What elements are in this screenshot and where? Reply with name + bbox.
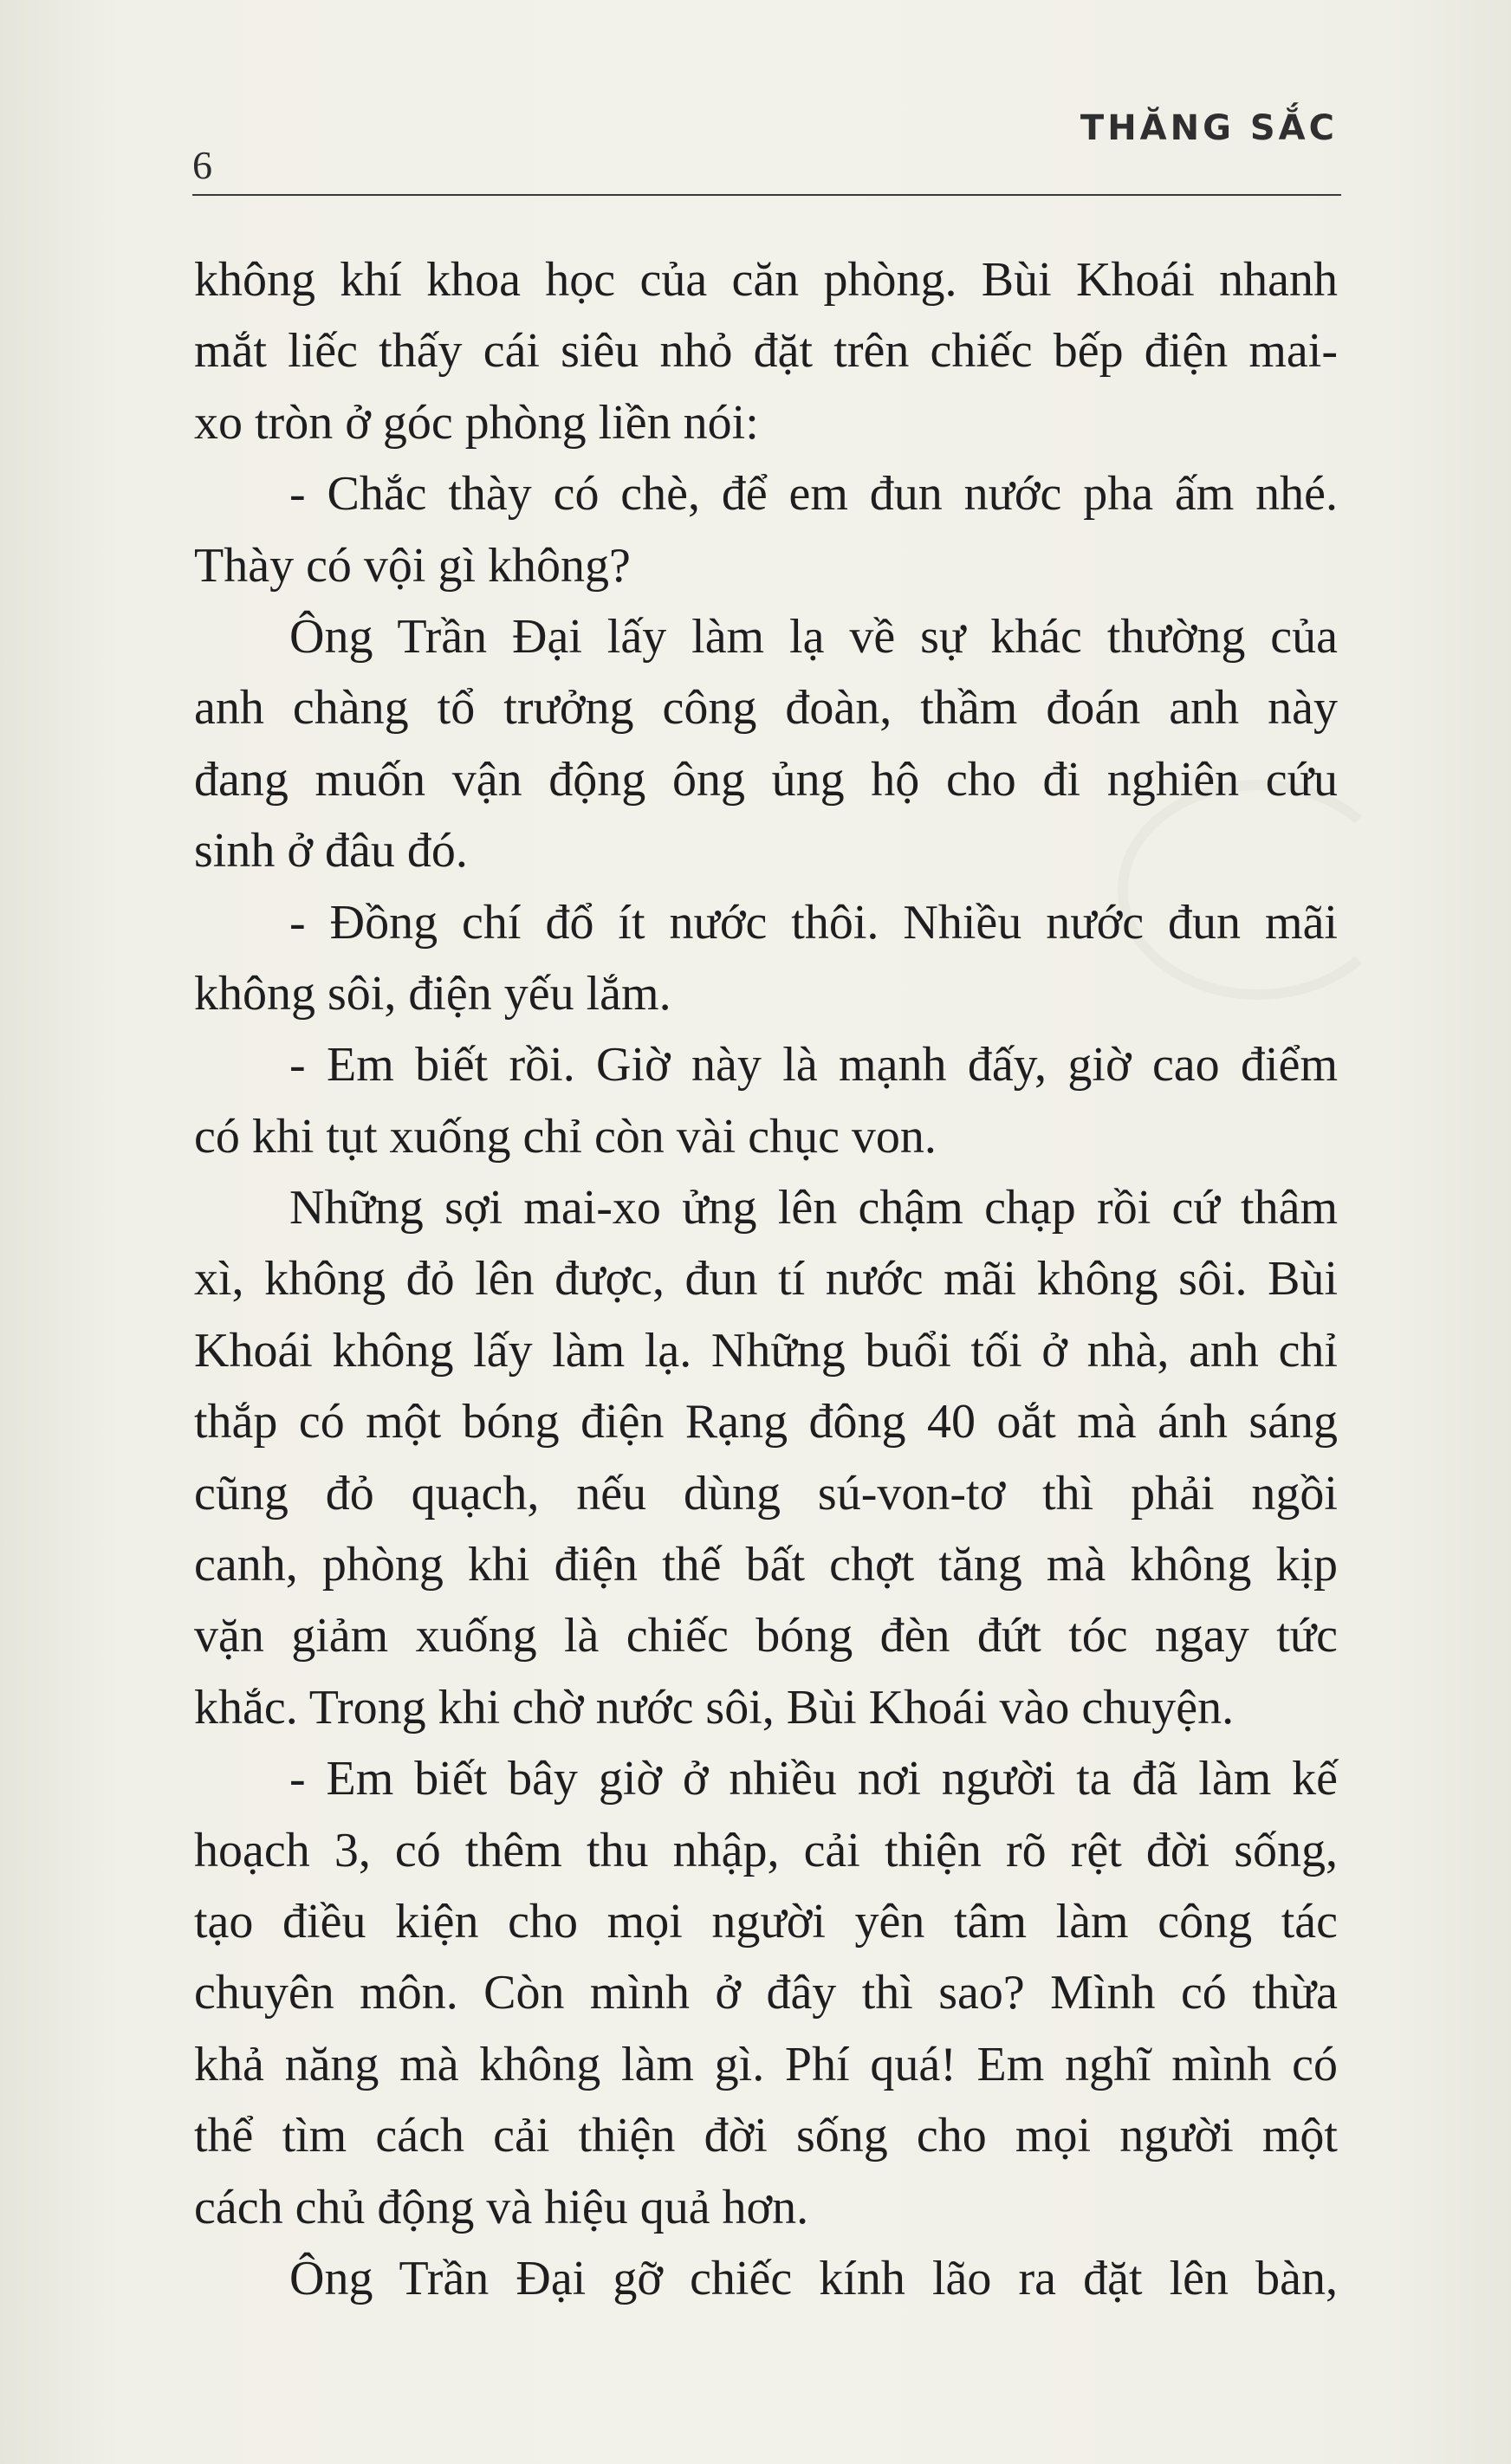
text-line: cũng đỏ quạch, nếu dùng sú-von-tơ thì phải ngồi [194, 1466, 1338, 1521]
text-line: - Chắc thày có chè, để em đun nước pha ấm nhé. [289, 467, 1338, 522]
text-line: Thày có vội gì không? [194, 538, 631, 593]
running-header [0, 0, 1511, 208]
text-line: Khoái không lấy làm lạ. Những buổi tối ở nhà, anh chỉ [194, 1323, 1338, 1378]
text-line: Những sợi mai-xo ửng lên chậm chạp rồi cứ thâm [289, 1181, 1338, 1235]
page-number: 6 [192, 143, 212, 187]
text-line: không khí khoa học của căn phòng. Bùi Khoái nhanh [194, 253, 1338, 307]
text-line: hoạch 3, có thêm thu nhập, cải thiện rõ rệt đời sống, [194, 1823, 1338, 1877]
text-line: - Đồng chí đổ ít nước thôi. Nhiều nước đun mãi [289, 895, 1338, 950]
text-line: mắt liếc thấy cái siêu nhỏ đặt trên chiếc bếp điện mai- [194, 324, 1338, 379]
text-line: khắc. Trong khi chờ nước sôi, Bùi Khoái vào chuyện. [194, 1680, 1235, 1735]
text-line: vặn giảm xuống là chiếc bóng đèn đứt tóc ngay tức [194, 1609, 1338, 1663]
text-line: thắp có một bóng điện Rạng đông 40 oắt mà ánh sáng [194, 1395, 1338, 1449]
text-line: xì, không đỏ lên được, đun tí nước mãi không sôi. Bùi [194, 1252, 1338, 1307]
text-line: cách chủ động và hiệu quả hơn. [194, 2180, 809, 2234]
header-rule [192, 194, 1341, 196]
text-line: canh, phòng khi điện thế bất chợt tăng mà không kịp [194, 1538, 1338, 1592]
text-line: thể tìm cách cải thiện đời sống cho mọi người một [194, 2109, 1338, 2163]
text-line: tạo điều kiện cho mọi người yên tâm làm công tác [194, 1894, 1338, 1949]
text-line: Ông Trần Đại gỡ chiếc kính lão ra đặt lên bàn, [289, 2251, 1338, 2305]
text-line: anh chàng tổ trưởng công đoàn, thầm đoán anh này [194, 681, 1338, 736]
body-text [194, 244, 1338, 2314]
book-title: THĂNG SẮC [1080, 108, 1338, 148]
text-line: xo tròn ở góc phòng liền nói: [194, 395, 759, 450]
text-line: khả năng mà không làm gì. Phí quá! Em nghĩ mình có [194, 2037, 1338, 2091]
text-line: sinh ở đâu đó. [194, 824, 468, 879]
text-line: chuyên môn. Còn mình ở đây thì sao? Mình có thừa [194, 1966, 1338, 2020]
text-line: Ông Trần Đại lấy làm lạ về sự khác thường của [289, 609, 1338, 664]
text-line: - Em biết rồi. Giờ này là mạnh đấy, giờ cao điểm [289, 1038, 1338, 1093]
text-line: có khi tụt xuống chỉ còn vài chục von. [194, 1109, 937, 1164]
text-line: đang muốn vận động ông ủng hộ cho đi nghiên cứu [194, 752, 1338, 807]
text-line: không sôi, điện yếu lắm. [194, 966, 671, 1021]
text-line: - Em biết bây giờ ở nhiều nơi người ta đã làm kế [289, 1752, 1338, 1806]
